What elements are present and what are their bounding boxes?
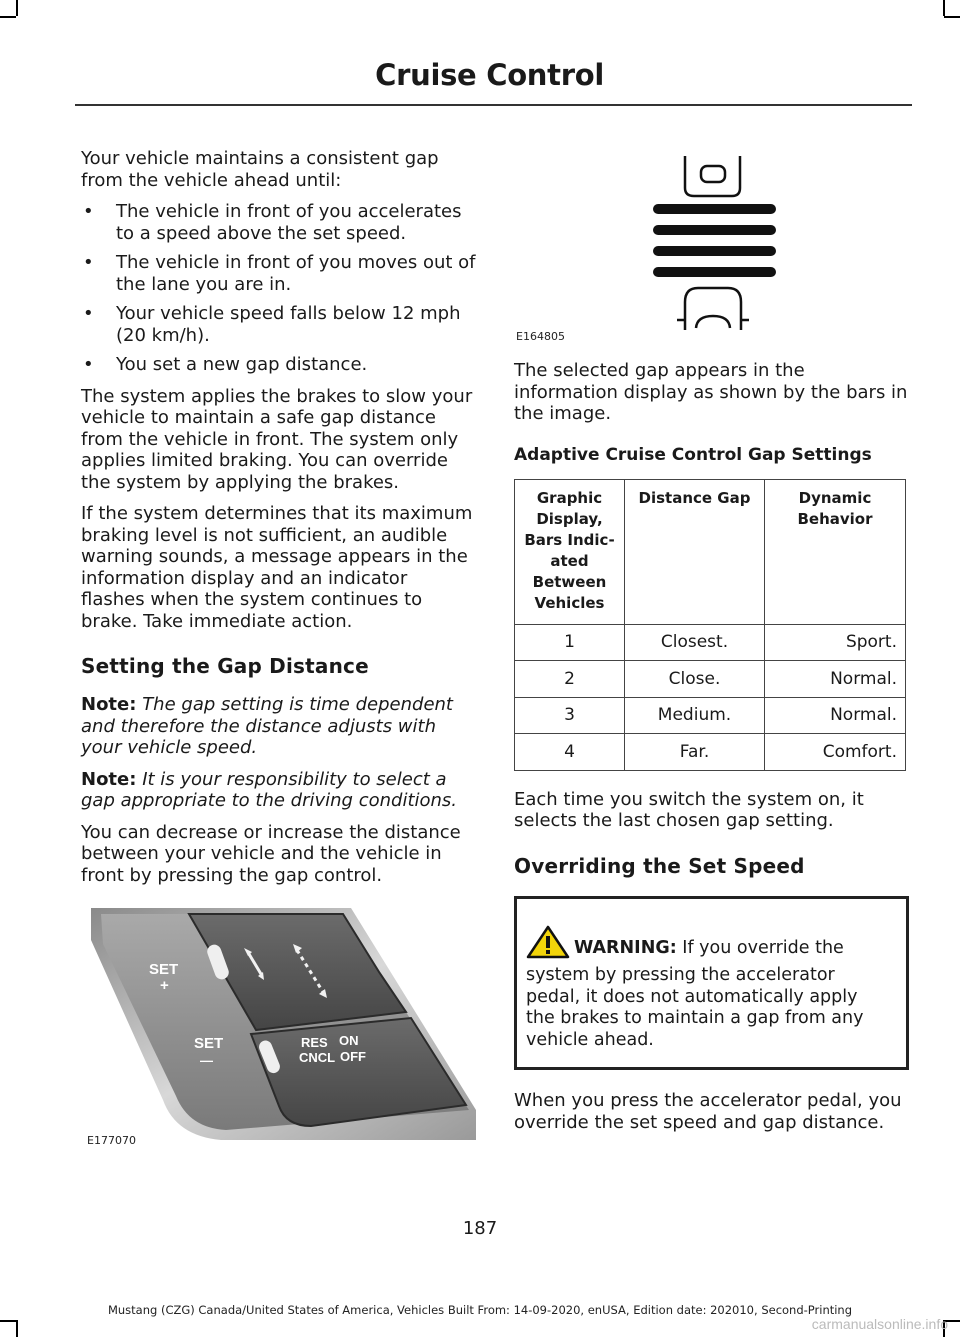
list-item-text: You set a new gap distance. [116, 354, 368, 375]
page-number: 187 [462, 1218, 498, 1239]
table-cell: Comfort. [765, 734, 906, 771]
res-label: RES [301, 1035, 328, 1050]
figure-code: E177070 [87, 1134, 136, 1147]
table-row [515, 624, 906, 661]
warning-paragraph: If the system determines that its maximum braking level is not sufficient, an audible warning sounds, a message appears in the information display and an indicator flashes when the system continues to brake. Take immediate action. [81, 503, 473, 632]
table-cell: Normal. [765, 661, 906, 698]
list-item-text: Your vehicle speed falls below 12 mph (20 km/h). [116, 303, 461, 346]
crop-mark [16, 0, 18, 16]
table-title: Adaptive Cruise Control Gap Settings [514, 444, 872, 465]
section-heading-setting-gap: Setting the Gap Distance [81, 654, 369, 678]
note-label: Note: [81, 768, 137, 790]
gap-caption: The selected gap appears in the information display as shown by the bars in the image. [514, 360, 908, 424]
note-label: Note: [81, 694, 137, 715]
gap-display-figure [514, 148, 909, 344]
list-item: • Your vehicle speed falls below 12 mph (20 km/h). [83, 303, 461, 346]
table-cell: Medium. [625, 697, 765, 734]
column-header-behavior: Dynamic Behavior [765, 479, 906, 624]
set-plus-sign: + [160, 977, 169, 994]
last-setting-paragraph: Each time you switch the system on, it selects the last chosen gap setting. [514, 788, 864, 831]
page-footer: Mustang (CZG) Canada/United States of America, Vehicles Built From: 14-09-2020, enUSA, Edition date: 202010, Second-Printing [107, 1303, 853, 1317]
table-row [515, 734, 906, 771]
gap-control-figure [81, 900, 476, 1165]
on-label: ON [339, 1033, 359, 1048]
off-label: OFF [340, 1049, 366, 1064]
set-minus-label: SET [194, 1035, 224, 1052]
table-cell: 1 [515, 624, 625, 661]
table-cell: Far. [625, 734, 765, 771]
own-car-icon [677, 288, 749, 330]
warning-triangle-icon [526, 925, 570, 966]
crop-mark [0, 1320, 16, 1322]
cncl-label: CNCL [299, 1050, 336, 1065]
table-cell: Close. [625, 661, 765, 698]
override-paragraph: When you press the accelerator pedal, you override the set speed and gap distance. [514, 1090, 902, 1133]
list-item: • The vehicle in front of you accelerates to a speed above the set speed. [83, 201, 462, 244]
table-cell: 3 [515, 697, 625, 734]
section-heading-overriding: Overriding the Set Speed [514, 853, 805, 878]
lead-car-icon [685, 156, 740, 196]
header-rule [75, 104, 912, 106]
list-item-text: The vehicle in front of you moves out of the lane you are in. [116, 252, 476, 295]
table-cell: Closest. [625, 624, 765, 661]
column-header-distance: Distance Gap [625, 479, 765, 624]
left-column [81, 148, 476, 1165]
column-header-display: Graphic Display, Bars Indic-ated Between Vehicles [515, 479, 625, 624]
condition-list [81, 201, 476, 376]
table-header-row [515, 479, 906, 624]
warning-text: If you override the system by pressing the accelerator pedal, it does not automatically apply the brakes to maintain a gap from any vehicle ahead. [526, 937, 864, 1050]
gap-bars-illustration [514, 148, 909, 344]
set-plus-label: SET [149, 961, 179, 978]
gap-bars [653, 204, 776, 277]
note-responsibility [81, 769, 476, 812]
note-time-dependent [81, 694, 476, 759]
table-row [515, 697, 906, 734]
figure-code: E164805 [516, 330, 565, 343]
crop-mark [0, 16, 16, 18]
crop-mark [944, 16, 960, 18]
table-cell: 2 [515, 661, 625, 698]
crop-mark [943, 0, 945, 16]
warning-box [514, 896, 909, 1071]
table-row [515, 661, 906, 698]
gap-settings-table [514, 479, 906, 771]
list-item-text: The vehicle in front of you accelerates to a speed above the set speed. [116, 201, 462, 244]
braking-paragraph: The system applies the brakes to slow your vehicle to maintain a safe gap distance from the vehicle in front. The system only applies limited braking. You can override the system by applying the brakes. [81, 385, 473, 493]
watermark: carmanualsonline.info [811, 1316, 948, 1332]
right-column [514, 148, 909, 1143]
set-minus-sign: — [200, 1053, 213, 1068]
intro-paragraph: Your vehicle maintains a consistent gap from the vehicle ahead until: [81, 148, 439, 191]
page-header-title: Cruise Control [375, 58, 604, 92]
crop-mark [16, 1320, 18, 1337]
warning-label: WARNING: [574, 937, 677, 958]
steering-switch-illustration [81, 900, 476, 1140]
table-cell: Normal. [765, 697, 906, 734]
note-text: The gap setting is time dependent and therefore the distance adjusts with your vehicle speed. [81, 694, 453, 758]
note-text: It is your responsibility to select a gap appropriate to the driving conditions. [81, 768, 458, 811]
table-cell: 4 [515, 734, 625, 771]
list-item: • You set a new gap distance. [83, 354, 368, 375]
gap-control-paragraph: You can decrease or increase the distance between your vehicle and the vehicle in front by pressing the gap control. [81, 821, 461, 886]
table-cell: Sport. [765, 624, 906, 661]
list-item: • The vehicle in front of you moves out of the lane you are in. [83, 252, 476, 295]
